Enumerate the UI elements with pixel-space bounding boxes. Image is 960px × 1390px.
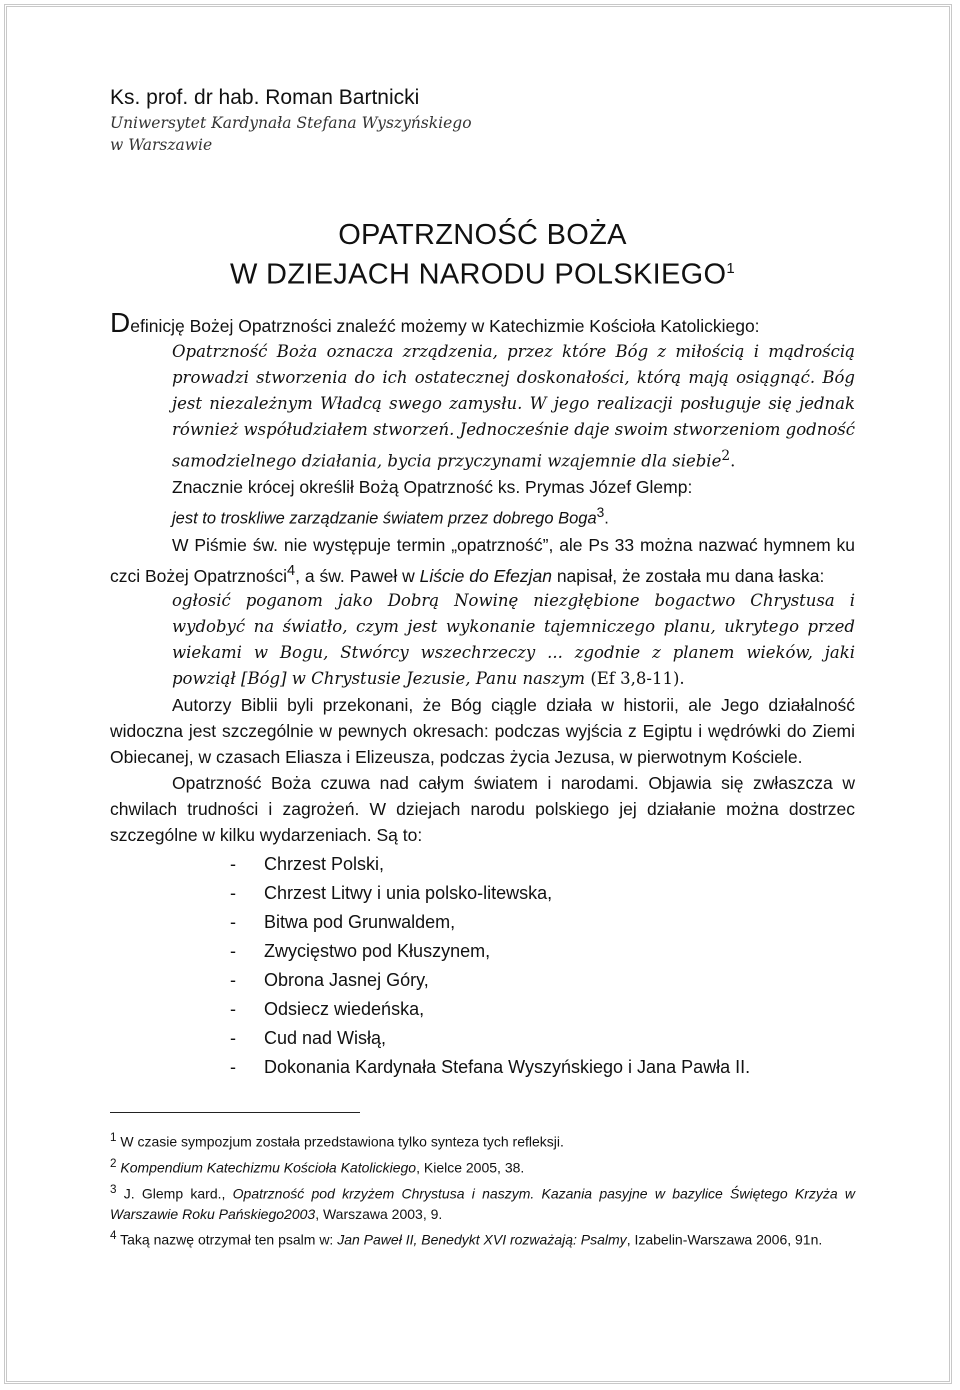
list-item: - Bitwa pod Grunwaldem, — [230, 912, 456, 933]
catechism-quote-text: Opatrzność Boża oznacza zrządzenia, przez które Bóg z miłością i mądrością prowadzi stworzenia do ich ostatecznej doskonałości, którą mają osiągnąć. Bóg jest niezależnym Władcą swego zamysłu. W jego realizacji posługuje się jednak również współudziałem stworzeń. Jednocześnie daje swoim stworzeniom godność samodzielnego działania, bycia przyczynami wzajemnie dla siebie — [172, 341, 855, 471]
psalm-text-a: W Piśmie św. nie występuje termin „opatrzność”, ale Ps 33 można nazwać hymnem ku czci Bożej Opatrzności — [110, 534, 855, 586]
events-list — [110, 850, 855, 1082]
list-item: - Zwycięstwo pod Kłuszynem, — [230, 941, 491, 962]
list-item: - Dokonania Kardynała Stefana Wyszyńskiego i Jana Pawła II. — [230, 1057, 751, 1078]
psalm-text-b: , a św. Paweł w — [295, 565, 415, 586]
psalm-paragraph — [110, 532, 855, 589]
list-item: - Chrzest Litwy i unia polsko-litewska, — [230, 883, 553, 904]
title-footnote-mark: 1 — [726, 260, 735, 277]
footnote-1: $^1$ W czasie sympozjum została przedstawiona tylko synteza tych refleksji. — [110, 1131, 564, 1151]
list-item: - Obrona Jasnej Góry, — [230, 970, 429, 991]
affiliation-line-1: Uniwersytet Kardynała Stefana Wyszyńskiego — [110, 114, 472, 132]
ephesians-quote — [172, 588, 855, 692]
title-line-2 — [110, 252, 855, 292]
intro-text: efinicję Bożej Opatrzności znaleźć możemy w Katechizmie Kościoła Katolickiego: — [130, 315, 760, 336]
catechism-quote-end: . — [730, 451, 736, 471]
list-item: - Cud nad Wisłą, — [230, 1028, 387, 1049]
glemp-quote — [172, 500, 855, 532]
glemp-quote-end: . — [604, 509, 609, 528]
catechism-quote — [172, 339, 855, 475]
footnote-mark-4: 4 — [287, 562, 296, 579]
footnote-4: $^4$ Taką nazwę otrzymał ten psalm w: Jan Paweł II, Benedykt XVI rozważają: Psalmy, Izabelin-Warszawa 2006, 91n. — [110, 1229, 823, 1249]
footnote-mark-3: 3 — [596, 505, 605, 521]
title-line-1: OPATRZNOŚĆ BOŻA — [338, 219, 627, 251]
affiliation-line-2: w Warszawie — [110, 136, 213, 154]
list-item: - Chrzest Polski, — [230, 854, 385, 875]
body-paragraph-2: Opatrzność Boża czuwa nad całym światem i narodami. Objawia się zwłaszcza w chwilach trudności i zagrożeń. W dziejach narodu polskiego jej działanie można dostrzec szczególne w kilku wydarzeniach. Są to: — [110, 773, 855, 846]
document-page — [110, 80, 855, 1251]
glemp-quote-text: jest to troskliwe zarządzanie światem przez dobrego Boga — [172, 509, 597, 528]
author-name: Ks. prof. dr hab. Roman Bartnicki — [110, 86, 420, 109]
ephesians-ref: (Ef 3,8-11). — [590, 669, 685, 689]
footnote-3: $^3$ J. Glemp kard., Opatrzność pod krzyżem Chrystusa i naszym. Kazania pasyjne w bazylice Świętego Krzyża w Warszawie Roku Pańskiego2003, Warszawa 2003, 9. — [110, 1182, 856, 1223]
intro-paragraph — [110, 306, 855, 339]
psalm-text-c: napisał, że została mu dana łaska: — [556, 565, 825, 586]
psalm-italic: Liście do Efezjan — [419, 565, 552, 586]
dropcap-letter: D — [110, 306, 131, 338]
title-line-2-text: W DZIEJACH NARODU POLSKIEGO — [230, 258, 727, 291]
footnote-separator — [110, 1112, 360, 1127]
footnote-mark-2: 2 — [721, 447, 731, 464]
glemp-lead: Znacznie krócej określił Bożą Opatrzność ks. Prymas Józef Glemp: — [172, 477, 693, 498]
ephesians-quote-text: ogłosić poganom jako Dobrą Nowinę niezgłębione bogactwo Chrystusa i wydobyć na światło, czym jest wykonanie tajemniczego planu, ukrytego przed wiekami w Bogu, Stwórcy wszechrzeczy ... zgodnie z planem wieków, jaki powziął [Bóg] w Chrystusie Jezusie, Panu naszym — [172, 591, 855, 689]
body-paragraph-1: Autorzy Biblii byli przekonani, że Bóg ciągle działa w historii, ale Jego działalność widoczna jest szczególnie w pewnych okresach: podczas wyjścia z Egiptu i wędrówki do Ziemi Obiecanej, w czasach Eliasza i Elizeusza, podczas życia Jezusa, w pierwotnym Kościele. — [110, 695, 855, 768]
list-item: - Odsiecz wiedeńska, — [230, 999, 425, 1020]
footnote-2: $^2$ Kompendium Katechizmu Kościoła Katolickiego, Kielce 2005, 38. — [110, 1157, 525, 1176]
document-title — [110, 218, 855, 292]
